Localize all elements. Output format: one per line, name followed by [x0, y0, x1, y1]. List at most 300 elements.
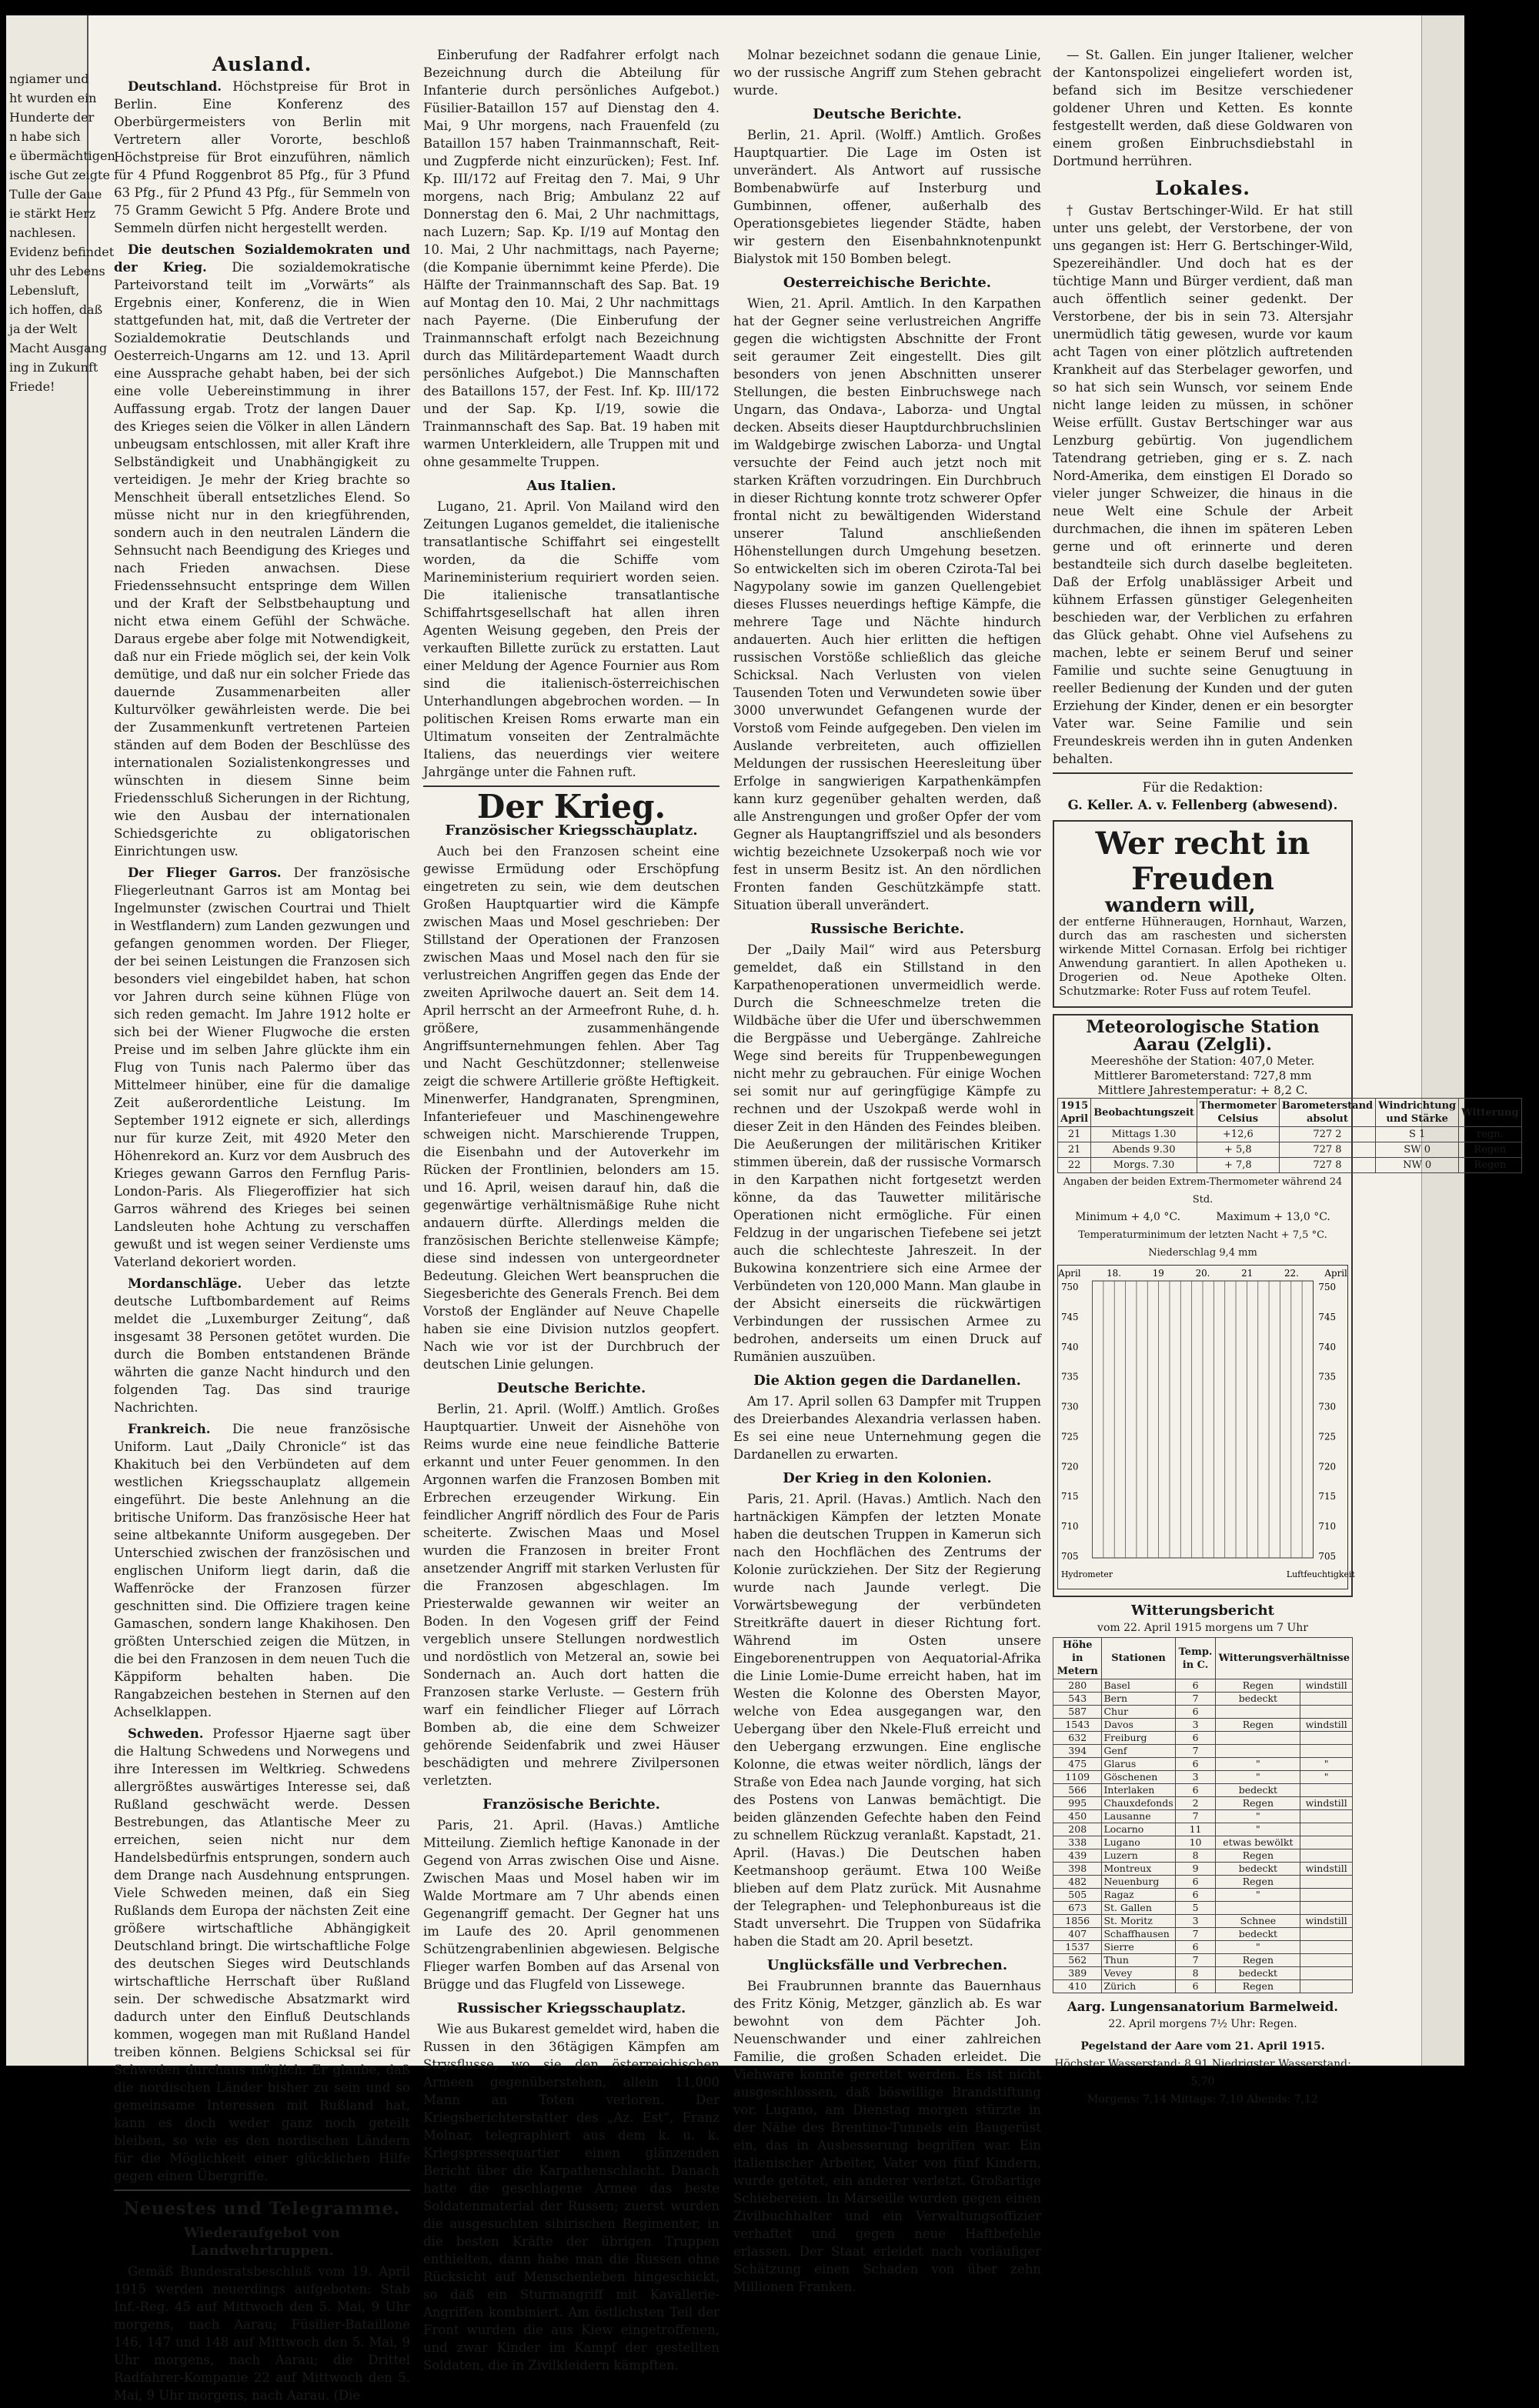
witterung-cell: 450 — [1053, 1810, 1102, 1823]
witterung-cell: Bern — [1102, 1693, 1175, 1706]
witterung-cell — [1300, 1823, 1353, 1836]
witterung-cell: Regen — [1216, 1980, 1300, 1993]
meteo-title: Meteorologische Station Aarau (Zelgli). — [1086, 1017, 1320, 1055]
meteo-line: Meereshöhe der Station: 407,0 Meter. — [1090, 1054, 1315, 1068]
witterung-cell: 562 — [1053, 1954, 1102, 1967]
prev-page-line: ische Gut zeigte — [9, 168, 110, 182]
article-paragraph — [114, 1275, 410, 1416]
article-paragraph — [114, 864, 410, 1271]
baro-scale-label: 730 — [1318, 1401, 1337, 1412]
witterung-cell: " — [1216, 1758, 1300, 1771]
witterung-cell: 632 — [1053, 1732, 1102, 1745]
baro-day-label: April — [1058, 1267, 1081, 1279]
article-text: Der „Daily Mail“ wird aus Petersburg gemeldet, daß ein Stillstand in den Karpathenoperationen unvermeidlich werde. Durch die Schneeschmelze treten die Wildbäche über die Ufer und überschwemmen die Bergpässe und Uebergänge. Zahlreiche Wege sind bereits für Truppenbewegungen nicht mehr zu gebrauchen. Für einige Wochen sei somit nur auf geringfügige Kämpfe zu rechnen und der Uszokpaß werde wohl in dieser Zeit in den Händen des Feindes bleiben. Die Aeußerungen der militärischen Kritiker stimmen überein, daß der russische Vormarsch in den Karpathen nicht fortgesetzt werden könne, da das Tauwetter militärische Operationen nicht ermögliche. Für einen Feldzug in der ungarischen Tiefebene sei jetzt auch die schlechteste Jahreszeit. In der Bukowina konzentriere sich eine Armee der Verbündeten von 120,000 Mann. Man glaube in der Absicht einerseits die rückwärtigen Verbindungen der russischen Armee zu bedrohen, anderseits um einen Druck auf Rumänien auszuüben. — [733, 942, 1041, 1364]
meteo-cell: Regen — [1459, 1158, 1521, 1173]
prev-page-line: Lebensluft, — [9, 283, 80, 298]
witterung-title: Witterungsbericht — [1131, 1603, 1274, 1619]
witterung-row — [1053, 1941, 1353, 1954]
article-paragraph — [114, 1420, 410, 1721]
witterung-cell: Chur — [1102, 1706, 1175, 1719]
sanatorium-text: 22. April morgens 7½ Uhr: Regen. — [1108, 2018, 1297, 2030]
witterung-row — [1053, 1915, 1353, 1928]
baro-scale-label: 720 — [1060, 1461, 1079, 1472]
witterung-cell: 587 — [1053, 1706, 1102, 1719]
witterung-cell: Interlaken — [1102, 1784, 1175, 1797]
witterung-cell: 1537 — [1053, 1941, 1102, 1954]
meteo-station-box — [1053, 1014, 1519, 1597]
witterung-row — [1053, 1693, 1353, 1706]
witterung-row — [1053, 1797, 1353, 1810]
article-text: Am 17. April sollen 63 Dampfer mit Truppen des Dreierbandes Alexandria verlassen haben. Es sei eine neue Unternehmung gegen die Dardanellen zu erwarten. — [733, 1394, 1041, 1462]
witterung-row — [1053, 1863, 1353, 1876]
baro-scale-label: 710 — [1060, 1521, 1079, 1533]
witterung-cell: " — [1300, 1771, 1353, 1784]
witterung-row — [1053, 1849, 1353, 1863]
advertisement-cornasan — [1053, 820, 1353, 1008]
meteo-cell: 727 8 — [1279, 1158, 1375, 1173]
article-title: Der Flieger Garros. — [128, 865, 282, 880]
witterung-row — [1053, 1980, 1353, 1993]
witterung-cell: " — [1300, 1758, 1353, 1771]
baro-day-label: 21 — [1241, 1267, 1254, 1279]
witterung-cell: Lugano — [1102, 1836, 1175, 1849]
sanatorium-title: Aarg. Lungensanatorium Barmelweid. — [1067, 1999, 1339, 2014]
witterung-cell: bedeckt — [1216, 1863, 1300, 1876]
witterung-cell: 280 — [1053, 1679, 1102, 1693]
meteo-header: Thermometer Celsius — [1197, 1099, 1279, 1127]
prev-page-line: ht wurden ein — [9, 91, 97, 105]
meteo-cell: 727 8 — [1279, 1142, 1375, 1158]
witterung-cell — [1300, 1810, 1353, 1823]
section-heading-neuestes: Neuestes und Telegramme. — [123, 2199, 401, 2219]
witterung-cell: bedeckt — [1216, 1784, 1300, 1797]
subheading-franz: Französischer Kriegsschauplatz. — [445, 822, 698, 839]
prev-page-line: n habe sich — [9, 129, 81, 144]
witterung-cell — [1300, 1784, 1353, 1797]
witterung-row — [1053, 1823, 1353, 1836]
pegel-title: Pegelstand der Aare vom 21. April 1915. — [1080, 2040, 1325, 2053]
article-text: Berlin, 21. April. (Wolff.) Amtlich. Großes Hauptquartier. Unweit der Aisnehöhe von Reims wurde eine neue feindliche Batterie erkannt und unter Feuer genommen. In den Argonnen warfen die Franzosen Bomben mit Erbrechen erzeugender Wirkung. Ein feindlicher Angriff nördlich des Four de Paris scheiterte. Zwischen Maas und Mosel wurden die Franzosen in breiter Front ansetzender Angriff mit starken Verlusten für die Franzosen abgeschlagen. Im Priesterwalde gewannen wir weiter an Boden. In den Vogesen griff der Feind vergeblich unsere Stellungen nordwestlich und nordöstlich von Metzeral an, sowie bei Sondernach an. Auch dort hatten die Franzosen starke Verluste. — Gestern früh warf ein feindlicher Flieger auf Lörrach Bomben ab, die eine dem Schweizer gehörende Seidenfabrik und zwei Häuser beschädigten und mehrere Zivilpersonen verletzten. — [423, 1402, 719, 1788]
witterung-cell: 543 — [1053, 1693, 1102, 1706]
meteo-cell: NW 0 — [1376, 1158, 1459, 1173]
column-lokales — [1053, 46, 1519, 2109]
witterung-cell: 995 — [1053, 1797, 1102, 1810]
pegel-block — [1053, 2038, 1353, 2109]
article-text: Berlin, 21. April. (Wolff.) Amtlich. Großes Hauptquartier. Die Lage im Osten ist unverändert. Als Antwort auf russische Bombenabwürfe auf Insterburg und Gumbinnen, offener, außerhalb des Operationsgebietes liegender Städte, haben wir gestern den Eisenbahnknotenpunkt Bialystok mit 150 Bomben belegt. — [733, 128, 1041, 266]
witterung-cell — [1216, 1745, 1300, 1758]
witterung-cell: 1109 — [1053, 1771, 1102, 1784]
witterung-cell: 1543 — [1053, 1719, 1102, 1732]
column-ausland — [114, 46, 410, 2408]
witterung-cell: 6 — [1175, 1980, 1216, 1993]
subheading-kolonien: Der Krieg in den Kolonien. — [783, 1470, 992, 1486]
witterung-cell — [1300, 1902, 1353, 1915]
witterung-row — [1053, 1954, 1353, 1967]
meteo-cell: +12,6 — [1197, 1127, 1279, 1142]
article-paragraph — [114, 241, 410, 860]
meteo-cell: + 7,8 — [1197, 1158, 1279, 1173]
headline-krieg: Der Krieg. — [476, 788, 666, 825]
meteo-cell: Abends 9.30 — [1091, 1142, 1197, 1158]
article-text: Wien, 21. April. Amtlich. In den Karpathen hat der Gegner seine verlustreichen Angriffe gegen die wichtigsten Abschnitte der Front seit geraumer Zeit eingestellt. Dies gilt besonders von jenen Abschnitten unserer Stellungen, die besten Einbruchswege nach Ungarn, das Ondava-, Laborza- und Ungtal decken. Abseits dieser Hauptdurchbruchslinien im Waldgebirge zwischen Laborza- und Ungtal versuchte der Feind auch jetzt noch mit starken Kräften vorzudringen. Ein Durchbruch in dieser Richtung konnte trotz schwerer Opfer frontal nicht zu bewältigenden Widerstand unserer Talund anschließenden Höhenstellungen durch Umgehung besetzen. So entwickelten sich im oberen Czirota-Tal bei Nagypolany sowie im ganzen Quellengebiet dieses Flusses neuerdings heftige Kämpfe, die mehrere Tage und Nächte hindurch andauerten. Auch hier erlitten die heftigen russischen Vorstöße schließlich das gleiche Schicksal. Nach Verlusten von vielen Tausenden Toten und Verwundeten sowie über 3000 unverwundet Gefangenen wurde der Vorstoß vom Feinde aufgegeben. Den vielen im Auslande verbreiteten, auch offiziellen Meldungen der russischen Heeresleitung über Erfolge in sangwierigen Karpathenkämpfen kann kurz gegenüber gehalten werden, daß alle Anstrengungen und großer Opfer der vom Gegner als Hauptangriffsziel und als besonders wichtig bezeichnete Uzsokerpaß noch wie vor fest in unserm Besitz ist. An den nördlichen Fronten fanden Geschützkämpfe statt. Situation überall unverändert. — [733, 296, 1041, 912]
meteo-row — [1058, 1127, 1522, 1142]
barograph-chart — [1058, 1266, 1355, 1589]
article-text: — St. Gallen. Ein junger Italiener, welcher der Kantonspolizei eingeliefert worden ist, befand sich im Besitze verschiedener goldener Uhren und Ketten. Es konnte festgestellt werden, daß diese Goldwaren von einem großen Einbruchsdiebstahl in Dortmund herrühren. — [1053, 48, 1353, 168]
meteo-cell: Mittags 1.30 — [1091, 1127, 1197, 1142]
article-paragraph — [114, 78, 410, 237]
witterung-cell: " — [1216, 1771, 1300, 1784]
column-berichte — [733, 46, 1041, 2300]
subheading-oesterr: Oesterreichische Berichte. — [783, 275, 992, 291]
witterung-row — [1053, 1771, 1353, 1784]
subheading-ungluecks: Unglücksfälle und Verbrechen. — [766, 1957, 1008, 1973]
witterung-sub: vom 22. April 1915 morgens um 7 Uhr — [1097, 1622, 1308, 1634]
meteo-table — [1057, 1098, 1522, 1173]
witterung-cell: windstill — [1300, 1719, 1353, 1732]
witterung-cell: Regen — [1216, 1797, 1300, 1810]
meteo-row — [1058, 1158, 1522, 1173]
article-text: Auch bei den Franzosen scheint eine gewisse Ermüdung oder Erschöpfung eingetreten zu sein, wie dem deutschen Großen Hauptquartier wird die Kämpfe zwischen Maas und Mosel geschrieben: Der Stillstand der Operationen der Franzosen zwischen Maas und Mosel nach den für sie verlustreichen Angriffen gegen das Ende der zweiten Aprilwoche dauert an. Seit dem 14. April herrscht an der Armeefront Ruhe, d. h. größere, zusammenhängende Angriffsunternehmungen fehlen. Aber Tag und Nacht Geschützdonner; stellenweise zeigt die schwere Artillerie größte Heftigkeit. Minenwerfer, Handgranaten, Sprengminen, Infanteriefeuer und Maschinengewehre schweigen nicht. Marschierende Truppen, die Eisenbahn und der Autoverkehr im Rücken der Frontlinien, belonders am 15. und 16. April, weisen darauf hin, daß die gegenwärtige verhältnismäßige Ruhe nicht andauern dürfte. Allerdings melden die französischen Berichte stellenweise Kämpfe; diese sind indessen von untergeordneter Bedeutung. Gleichen Wert beanspruchen die Siegesberichte des Generals French. Bei dem Vorstoß der Engländer auf Neuve Chapelle haben sie eine Division nutzlos geopfert. Nach wie vor ist der Durchbruch der deutschen Linie gelungen. — [423, 844, 719, 1372]
witterung-cell: 394 — [1053, 1745, 1102, 1758]
witterung-cell — [1300, 1876, 1353, 1889]
subheading-russ: Russische Berichte. — [810, 921, 965, 937]
witterung-row — [1053, 1758, 1353, 1771]
witterung-cell: 566 — [1053, 1784, 1102, 1797]
witterung-row — [1053, 1876, 1353, 1889]
witterung-cell: 6 — [1175, 1876, 1216, 1889]
witterung-row — [1053, 1706, 1353, 1719]
witterung-row — [1053, 1810, 1353, 1823]
prev-page-line: nachlesen. — [9, 225, 76, 240]
prev-page-line: ie stärkt Herz — [9, 206, 96, 221]
ausland-sections — [114, 78, 410, 2185]
baro-day-label: 22. — [1284, 1267, 1299, 1279]
witterung-cell — [1300, 1889, 1353, 1902]
witterung-row — [1053, 1745, 1353, 1758]
witterung-cell: Luzern — [1102, 1849, 1175, 1863]
witterung-cell: Zürich — [1102, 1980, 1175, 1993]
hydrometer-label: Hydrometer — [1060, 1569, 1113, 1580]
article-text: Bei Fraubrunnen brannte das Bauernhaus des Fritz König, Metzger, gänzlich ab. Es war bewohnt von dem Pächter Joh. Neuenschwander und einer zahlreichen Familie, die großen Schaden erleidet. Die Viehware konnte gerettet werden. Es ist nicht ausgeschlossen, daß böswillige Brandstiftung vor. Lugano, am Dienstag morgen stürzte in der Nähe des Brentino-Tunnels ein Baugerüst ein, das in Ausbesserung begriffen war. Ein italienischer Arbeiter, Vater von fünf Kindern, wurde getötet, ein anderer verletzt. Großartige Schiebereien. In Marseille wurden gegen einen Zivilbuchhalter und ein Verwaltungsoffizier verhaftet und gegen neue Haftbefehle erlassen. Der Staat erleidet nach vorläufiger Schätzung einen Schaden von über zehn Millionen Franken. — [733, 1979, 1041, 2294]
article-paragraph — [114, 1725, 410, 2185]
redaktion-label: Für die Redaktion: — [1142, 780, 1264, 795]
meteo-cell: + 5,8 — [1197, 1142, 1279, 1158]
witterung-block — [1053, 1602, 1353, 1637]
witterung-row — [1053, 1679, 1353, 1693]
witterung-cell — [1300, 1706, 1353, 1719]
column-krieg — [423, 46, 719, 2378]
article-title: Die deutschen Sozialdemokraten und der Krieg. — [114, 242, 410, 275]
prev-page-line: ing in Zukunft — [9, 360, 98, 375]
section-heading-ausland: Ausland. — [212, 53, 312, 75]
witterung-header: Höhe in Metern — [1053, 1638, 1102, 1679]
witterung-cell: 3 — [1175, 1915, 1216, 1928]
witterung-cell — [1300, 1745, 1353, 1758]
witterung-cell — [1216, 1732, 1300, 1745]
baro-scale-label: 740 — [1318, 1341, 1337, 1352]
witterung-row — [1053, 1784, 1353, 1797]
witterung-cell: 407 — [1053, 1928, 1102, 1941]
article-text: Lugano, 21. April. Von Mailand wird den Zeitungen Luganos gemeldet, die italienische transatlantische Schiffahrt sei eingestellt worden, da die Schiffe vom Marineministerium requiriert worden seien. Die italienische transatlantische Schiffahrtsgesellschaft hat allen ihren Agenten Weisung gegeben, den Preis der verkauften Billette zurück zu erstatten. Laut einer Meldung der Agence Fournier aus Rom sind die italienisch-österreichischen Unterhandlungen abgebrochen worden. — In politischen Kreisen Roms erwarte man ein Ultimatum vonseiten der Zentralmächte Italiens, das neuerdings vier weitere Jahrgänge unter die Fahnen ruft. — [423, 499, 719, 779]
witterung-cell: 6 — [1175, 1706, 1216, 1719]
meteo-header: Beobachtungszeit — [1091, 1099, 1197, 1127]
baro-scale-label: 715 — [1318, 1491, 1337, 1502]
article-text: Wie aus Bukarest gemeldet wird, haben die Russen in den 36tägigen Kämpfen am Strysflusse, wo sie den österreichischen Armeen gegenüberstehen, allein 11,000 Mann an Toten verloren. Der Kriegsberichterstatter des „Az. Est“, Franz Molnar, telegraphiert aus dem k. u. k. Kriegspressequartier einen glänzenden Bericht über die Karpathenschlacht. Danach hatte die geschlagene Armee das beste Soldatenmaterial der Russen; zuerst wurden die ausgesuchten sibirischen Regimenter, in die besten Kräfte der übrigen Truppen enthielten, dann habe man die Russen ohne Rücksicht auf Menschenleben hingeschickt, so daß ein Sturmangriff mit Kavallerie-Angriffen kombiniert. Am östlichsten Teil der Front wurden die aus Kiew eingetroffenen, und zwar Kinder im Kampf der gestellten Soldaten, die in Zivilkleidern kämpften. — [423, 2022, 719, 2373]
ad-subtitle: wandern will, — [1105, 894, 1256, 917]
subheading-franzber: Französische Berichte. — [482, 1796, 660, 1813]
baro-scale-label: 720 — [1318, 1461, 1337, 1472]
meteo-minimum: Minimum + 4,0 °C. — [1075, 1211, 1181, 1223]
pegel-line: Höchster Wasserstand: 8,91 Niedrigster Wasserstand: 5,70 — [1054, 2058, 1351, 2088]
witterung-cell: windstill — [1300, 1797, 1353, 1810]
prev-page-line: ich hoffen, daß — [9, 302, 103, 317]
witterung-cell: 3 — [1175, 1771, 1216, 1784]
witterung-cell: Regen — [1216, 1876, 1300, 1889]
baro-scale-label: 740 — [1060, 1341, 1079, 1352]
witterung-cell: 6 — [1175, 1784, 1216, 1797]
witterung-cell: 2 — [1175, 1797, 1216, 1810]
meteo-maximum: Maximum + 13,0 °C. — [1216, 1211, 1330, 1223]
witterung-cell: Regen — [1216, 1954, 1300, 1967]
witterung-cell: Schaffhausen — [1102, 1928, 1175, 1941]
witterung-cell: " — [1216, 1823, 1300, 1836]
witterung-cell: 5 — [1175, 1902, 1216, 1915]
witterung-cell: 6 — [1175, 1679, 1216, 1693]
ad-title: Wer recht in Freuden — [1095, 825, 1310, 897]
meteo-cell: Regen — [1459, 1142, 1521, 1158]
witterung-cell: 6 — [1175, 1941, 1216, 1954]
newspaper-page — [6, 15, 1519, 2403]
meteo-note: Angaben der beiden Extrem-Thermometer während 24 Std. — [1063, 1176, 1343, 1206]
meteo-cell: SW 0 — [1376, 1142, 1459, 1158]
pegel-line: Morgens: 7,14 Mittags: 7,10 Abends: 7,12 — [1087, 2093, 1318, 2106]
article-title: Deutschland. — [128, 79, 222, 94]
witterung-cell: Glarus — [1102, 1758, 1175, 1771]
witterung-cell: Davos — [1102, 1719, 1175, 1732]
witterung-cell: 7 — [1175, 1745, 1216, 1758]
witterung-row — [1053, 1967, 1353, 1980]
page-edge — [1421, 15, 1464, 2066]
witterung-cell: " — [1216, 1941, 1300, 1954]
witterung-cell: 439 — [1053, 1849, 1102, 1863]
witterung-cell: windstill — [1300, 1915, 1353, 1928]
witterung-cell: windstill — [1300, 1679, 1353, 1693]
meteo-cell: S 1 — [1376, 1127, 1459, 1142]
prev-page-line: Friede! — [9, 379, 55, 394]
luftfeuchtigkeit-label: Luftfeuchtigkeit — [1286, 1569, 1355, 1580]
baro-scale-label: 725 — [1318, 1431, 1337, 1442]
witterung-cell: 8 — [1175, 1967, 1216, 1980]
meteo-night: Temperaturminimum der letzten Nacht + 7,5 °C. — [1078, 1229, 1327, 1241]
baro-day-label: April — [1324, 1267, 1347, 1279]
section-heading-lokales: Lokales. — [1155, 177, 1250, 199]
witterung-cell: " — [1216, 1889, 1300, 1902]
witterung-cell: Locarno — [1102, 1823, 1175, 1836]
baro-scale-label: 750 — [1318, 1281, 1337, 1293]
witterung-cell: 6 — [1175, 1758, 1216, 1771]
baro-scale-label: 745 — [1060, 1311, 1079, 1322]
article-title: Mordanschläge. — [128, 1276, 242, 1291]
witterung-cell: Freiburg — [1102, 1732, 1175, 1745]
witterung-cell: 10 — [1175, 1836, 1216, 1849]
witterung-cell: Neuenburg — [1102, 1876, 1175, 1889]
baro-scale-label: 750 — [1060, 1281, 1079, 1293]
witterung-cell — [1300, 1941, 1353, 1954]
meteo-cell: Morgs. 7.30 — [1091, 1158, 1197, 1173]
witterung-cell: bedeckt — [1216, 1928, 1300, 1941]
baro-day-label: 18. — [1107, 1267, 1121, 1279]
witterung-row — [1053, 1732, 1353, 1745]
prev-page-line: Macht Ausgang — [9, 341, 108, 355]
subheading-dardanellen: Die Aktion gegen die Dardanellen. — [753, 1372, 1021, 1389]
meteo-cell: 22 — [1058, 1158, 1091, 1173]
divider — [114, 2190, 410, 2191]
witterung-cell: 7 — [1175, 1693, 1216, 1706]
meteo-line: Mittlerer Barometerstand: 727,8 mm — [1093, 1069, 1312, 1082]
witterung-cell: 338 — [1053, 1836, 1102, 1849]
witterung-cell — [1300, 1954, 1353, 1967]
witterung-header: Witterungsverhältnisse — [1216, 1638, 1353, 1679]
subheading-deutsche: Deutsche Berichte. — [496, 1380, 646, 1396]
baro-scale-label: 705 — [1318, 1550, 1337, 1563]
witterung-cell: 208 — [1053, 1823, 1102, 1836]
witterung-cell: Göschenen — [1102, 1771, 1175, 1784]
witterung-cell: 6 — [1175, 1732, 1216, 1745]
article-text: Molnar bezeichnet sodann die genaue Linie, wo der russische Angriff zum Stehen gebracht wurde. — [733, 48, 1041, 98]
witterung-cell: 389 — [1053, 1967, 1102, 1980]
prev-page-line: e übermächtigen — [9, 148, 115, 163]
previous-page-strip — [6, 15, 115, 2066]
meteo-rain: Niederschlag 9,4 mm — [1148, 1247, 1257, 1259]
witterung-cell — [1300, 1849, 1353, 1863]
article-text: Paris, 21. April. (Havas.) Amtliche Mitteilung. Ziemlich heftige Kanonade in der Gegend von Arras zwischen Oise und Aisne. Zwischen Maas und Mosel haben wir im Walde Mortmare am 7 Uhr abends einen Gegenangriff gemacht. Der Gegner hat uns im Laufe des 20. April genommenen Schützengrabenlinien abgewiesen. Belgische Flieger warfen Bomben auf das Arsenal von Brügge und das Flugfeld von Lissewege. — [423, 1818, 719, 1992]
prev-page-line: ja der Welt — [9, 322, 78, 336]
prev-page-line: uhr des Lebens — [9, 264, 105, 278]
ad-text: der entferne Hühneraugen, Hornhaut, Warzen, durch das am raschesten und sichersten wirkende Mittel Cornasan. Erfolg bei richtiger Anwendung garantiert. In allen Apotheken u. Drogerien od. Neue Apotheke Olten. Schutzmarke: Roter Fuss auf rotem Teufel. — [1059, 915, 1347, 998]
witterung-cell: St. Moritz — [1102, 1915, 1175, 1928]
witterung-cell: Sierre — [1102, 1941, 1175, 1954]
witterung-cell: 6 — [1175, 1889, 1216, 1902]
witterung-cell: 398 — [1053, 1863, 1102, 1876]
witterung-row — [1053, 1719, 1353, 1732]
baro-scale-label: 705 — [1060, 1550, 1079, 1563]
witterung-cell: Vevey — [1102, 1967, 1175, 1980]
meteo-cell: 21 — [1058, 1127, 1091, 1142]
subheading-deutsche: Deutsche Berichte. — [813, 106, 962, 122]
article-title: Frankreich. — [128, 1422, 211, 1436]
subheading-italien: Aus Italien. — [526, 478, 616, 494]
article-text: Paris, 21. April. (Havas.) Amtlich. Nach den hartnäckigen Kämpfen der letzten Monate haben die deutschen Truppen in Kamerun sich nach den Hochflächen des Zentrums der Kolonie zurückziehen. Der Sitz der Regierung wurde nach Jaunde verlegt. Die Vorwärtsbewegung der verbündeten Streitkräfte dauert in dieser Richtung fort. Während im Osten unsere Eingeborenentruppen von Aequatorial-Afrika die Linie Lomie-Dume erreicht haben, hat im Westen die Kolonne des Obersten Mayor, welche von Edea ausgegangen war, den Uebergang über den Nkele-Fluß erreicht und den Uebergang erzwungen. Eine englische Kolonne, die etwas weiter nördlich, längs der Straße von Edea nach Jaunde vorging, hat sich des Postens von Lanwas bemächtigt. Die beiden glänzenden Gefechte haben den Feind zu schnellem Rückzug veranlaßt. Kapstadt, 21. April. (Havas.) Die Deutschen haben Keetmanshoop geräumt. Etwa 100 Weiße blieben auf dem Platz zurück. Mit Ausnahme der Telegraphen- und Telephonbureaus ist die Stadt unversehrt. Die Truppen von Südafrika haben die Stadt am 20. April besetzt. — [733, 1492, 1041, 1949]
baro-day-label: 19 — [1152, 1267, 1164, 1279]
witterung-row — [1053, 1928, 1353, 1941]
article-text: Höchstpreise für Brot in Berlin. Eine Konferenz des Oberbürgermeisters von Berlin mit Vertretern aller Vororte, beschloß Höchstpreise für Brot einzuführen, nämlich für 4 Pfund Roggenbrot 85 Pfg., für 3 Pfund 63 Pfg., für 2 Pfund 43 Pfg., für Semmeln von 75 Gramm Gewicht 5 Pfg. Andere Brote und Semmeln dürfen nicht hergestellt werden. — [114, 79, 410, 235]
prev-page-line: Hunderte der — [9, 110, 95, 125]
witterung-cell: Schnee — [1216, 1915, 1300, 1928]
barograph — [1057, 1265, 1355, 1589]
divider — [1053, 772, 1353, 774]
article-text: Die neue französische Uniform. Laut „Daily Chronicle“ ist das Khakituch bei den Verbündeten auf dem westlichen Kriegsschauplatz allgemein eingeführt. Die beste Anlehnung an die britische Uniform. Das französische Heer hat seine altbekannte Uniform ausgegeben. Der Unterschied zwischen der französischen und englischen Uniform liegt darin, daß die Waffenröcke der Franzosen fürzer geschnitten sind. Die Offiziere tragen keine Gamaschen, sondern lange Khakihosen. Den größten Unterschied zeigen die Mützen, in die bei den Franzosen in dem neuen Tuch die Käppiform behalten haben. Die Rangabzeichen bestehen in Sternen auf den Achselklappen. — [114, 1422, 410, 1719]
witterung-cell: Basel — [1102, 1679, 1175, 1693]
witterung-cell: bedeckt — [1216, 1967, 1300, 1980]
witterung-cell — [1300, 1732, 1353, 1745]
witterung-cell — [1216, 1902, 1300, 1915]
witterung-cell: Lausanne — [1102, 1810, 1175, 1823]
witterung-row — [1053, 1889, 1353, 1902]
baro-scale-label: 725 — [1060, 1431, 1079, 1442]
baro-scale-label: 735 — [1060, 1371, 1079, 1382]
meteo-header: 1915 April — [1058, 1099, 1091, 1127]
witterung-cell: " — [1216, 1810, 1300, 1823]
prev-page-line: Tulle der Gaue — [9, 187, 102, 202]
article-text: Einberufung der Radfahrer erfolgt nach Bezeichnung durch die Abteilung für Infanterie durch persönliches Aufgebot.) Füsilier-Bataillon 157 auf Dienstag den 4. Mai, 9 Uhr morgens, nach Frauenfeld (zu Bataillon 157 haben Trainmannschaft, Reit- und Zugpferde nicht einzurücken); Fest. Inf. Kp. III/172 auf Freitag den 7. Mai, 9 Uhr morgens, nach Brig; Ambulanz 22 auf Donnerstag den 6. Mai, 2 Uhr nachmittags, nach Luzern; Sap. Kp. I/19 auf Montag den 10. Mai, 2 Uhr nachmittags, nach Payerne; (die Kompanie übernimmt keine Pferde). Die Hälfte der Trainmannschaft des Sap. Bat. 19 auf Montag den 10. Mai, 2 Uhr nachmittags nach Payerne. (Die Einberufung der Trainmannschaft erfolgt nach Bezeichnung durch das Militärdepartement Waadt durch persönliches Aufgebot.) Die Mannschaften des Bataillons 157, der Fest. Inf. Kp. III/172 und der Sap. Kp. I/19, sowie die Trainmannschaft des Sap. Bat. 19 haben mit warmen Unterkleidern, alle Truppen mit und ohne gesammelte Truppen. — [423, 48, 719, 469]
subheading-russ: Russischer Kriegsschauplatz. — [456, 2000, 686, 2016]
redaktion-names: G. Keller. A. v. Fellenberg (abwesend). — [1067, 798, 1338, 812]
witterung-cell: Montreux — [1102, 1863, 1175, 1876]
article-text: Professor Hjaerne sagt über die Haltung Schwedens und Norwegens und ihre Interessen im Weltkrieg. Schwedens allergrößtes auswärtiges Interesse sei, daß Rußland geschwächt werde. Dessen Bestrebungen, das Atlantische Meer zu erreichen, seien nicht nur dem Handelsbedürfnis entsprungen, sondern auch dem Drange nach Ausdehnung entsprungen. Viele Schweden meinen, daß ein Sieg Rußlands dem Europa der nächsten Zeit eine größere wirtschaftliche Abhängigkeit Deutschland bringt. Die wirtschaftliche Folge des deutschen Sieges wird Deutschlands wirtschaftliche Herrschaft über Rußland sein. Der schwedische Absatzmarkt wird dadurch unter den Einfluß Deutschlands kommen, wogegen man mit Rußland Handel treiben können. Belgiens Schicksal sei für Schweden durchaus möglich. Er glaube, daß die nordischen Länder bisher zu sein und so gemeinsame Interessen mit Rußland hat, kann es doch weder ganz noch geteilt bleiben, so wie es den nordischen Ländern für die Möglichkeit einer glücklichen Hilfe gegen einen Übergriffe. — [114, 1726, 410, 2183]
witterung-cell: 505 — [1053, 1889, 1102, 1902]
article-title: Schweden. — [128, 1726, 204, 1741]
witterung-cell: 7 — [1175, 1810, 1216, 1823]
witterung-cell: windstill — [1300, 1863, 1353, 1876]
article-text: Der französische Fliegerleutnant Garros ist am Montag bei Ingelmunster (zwischen Courtrai und Thielt in Westflandern) zum Landen gezwungen und gefangen genommen worden. Der Flieger, der bei seinen Leistungen die Franzosen sich besonders viel eingebildet haben, hat schon vor Jahren durch seine kühnen Flüge von sich reden gemacht. Im Jahre 1912 holte er sich bei der Wiener Flugwoche die ersten Preise und im selben Jahre glückte ihm ein Flug von Tunis nach Palermo über das Mittelmeer hinüber, eine für die damalige Zeit außerordentliche Leistung. Im September 1912 eignete er sich, allerdings nur für kurze Zeit, mit 4920 Meter den Höhenrekord an. Kurz vor dem Ausbruch des Krieges gewann Garros den Fernflug Paris-London-Paris. Als Fliegeroffizier hat sich Garros während des Krieges bei seinen Landsleuten hohe Achtung zu verschaffen gewußt und ist wegen seiner Verdienste ums Vaterland dekoriert worden. — [114, 865, 410, 1269]
article-text: Ueber das letzte deutsche Luftbombardement auf Reims meldet die „Luxemburger Zeitung“, daß insgesamt 38 Personen getötet wurden. Die durch die Bomben entstandenen Brände währten die ganze Nacht hindurch und den folgenden Tag. Das sind traurige Nachrichten. — [114, 1276, 410, 1415]
witterung-cell: etwas bewölkt — [1216, 1836, 1300, 1849]
prev-page-line: ngiamer und — [9, 72, 89, 86]
meteo-line: Mittlere Jahrestemperatur: + 8,2 C. — [1097, 1083, 1308, 1097]
witterung-header: Stationen — [1102, 1638, 1175, 1679]
witterung-cell: Genf — [1102, 1745, 1175, 1758]
baro-scale-label: 715 — [1060, 1491, 1079, 1502]
prev-page-line: Evidenz befindet — [9, 245, 115, 259]
meteo-cell: 727 2 — [1279, 1127, 1375, 1142]
witterung-cell — [1300, 1980, 1353, 1993]
baro-day-label: 20. — [1195, 1267, 1210, 1279]
baro-scale-label: 730 — [1060, 1401, 1079, 1412]
article-text: Die sozialdemokratische Parteivorstand teilt im „Vorwärts“ als Ergebnis einer, Konferenz, die in Wien stattgefunden hat, mit, daß die Vertreter der Sozialdemokratie Deutschlands und Oesterreich-Ungarns am 12. und 13. April eine Aussprache gehabt haben, bei der sich eine volle Uebereinstimmung in ihrer Auffassung ergab. Trotz der langen Dauer des Krieges seien die Völker in allen Ländern unbeugsam entschlossen, mit aller Kraft ihre Selbständigkeit und Unabhängigkeit zu verteidigen. Je mehr der Krieg brachte so Menschheit überall entsetzliches Elend. So müsse nicht nur in den kriegführenden, sondern auch in den neutralen Ländern die Sehnsucht nach Beendigung des Krieges und nach Frieden anwachsen. Diese Friedenssehnsucht entspringe dem Willen und der Kraft der Selbstbehauptung und nicht etwa einem Gefühl der Schwäche. Daraus ergebe aber folge mit Notwendigkeit, daß nur ein Friede möglich sei, der kein Volk demütige, und daß nur ein solcher Friede das dauernde Zusammenarbeiten aller Kulturvölker gewährleisten werde. Die bei der Zusammenkunft vertretenen Parteien ständen auf dem Boden der Beschlüsse des internationalen Sozialistenkongresses und wünschten in diesem Sinne beim Friedensschluß Sicherungen in der Richtung, wie den Ausbau der internationalen Schiedsgerichte zu obligatorischen Einrichtungen usw. — [114, 260, 411, 859]
witterung-row — [1053, 1902, 1353, 1915]
witterung-cell: 3 — [1175, 1719, 1216, 1732]
meteo-header: Witterung — [1459, 1099, 1521, 1127]
redaktion-block — [1053, 779, 1353, 814]
sanatorium-block — [1053, 1998, 1353, 2033]
subheading-landwehr: Wiederaufgebot von Landwehrtruppen. — [184, 2225, 340, 2259]
article-text: † Gustav Bertschinger-Wild. Er hat still unter uns gelebt, der Verstorbene, der von uns gegangen ist: Herr G. Bertschinger-Wild, Spezereihändler. Und doch hat es der tüchtige Mann und Bürger verdient, daß man auch öffentlich seiner gedenkt. Der Verstorbene, der bis in sein 73. Altersjahr unermüdlich tätig gewesen, wurde vor kaum acht Tagen von einer plötzlich auftretenden Krankheit auf das Sterbelager geworfen, und so hat sich sein Wunsch, vor seinem Ende nicht lange leiden zu müssen, in schöner Weise erfüllt. Gustav Bertschinger war aus Lenzburg gebürtig. Von jugendlichem Tatendrang getrieben, ging er s. Z. nach Nord-Amerika, dem einstigen El Dorado so vieler junger Schweizer, die hinaus in die neue Welt eine Schule der Arbeit durchmachen, die ihnen im späteren Leben gerne und oft erinnerte und deren bestandteile sich durch daselbe begleiteten. Daß der Erfolg unablässiger Arbeit und kühnem Erfassen günstiger Gelegenheiten beschieden war, der Verblichen zu erfahren das Glück gehabt. Ohne viel Aufsehens zu machen, lebte er seinem Beruf und seiner Familie und suchte seine Genugtuung in reeller Bedienung der Kunden und der guten Erziehung der Kinder, denen er ein besorgter Vater war. Seine Familie und sein Freundeskreis werden ihn in guten Andenken behalten. — [1053, 203, 1353, 766]
witterung-cell: 11 — [1175, 1823, 1216, 1836]
witterung-cell — [1300, 1693, 1353, 1706]
witterung-header: Temp. in C. — [1175, 1638, 1216, 1679]
witterung-cell — [1300, 1928, 1353, 1941]
witterung-table — [1053, 1637, 1353, 1993]
baro-scale-label: 710 — [1318, 1521, 1337, 1533]
meteo-header: Barometerstand absolut — [1279, 1099, 1375, 1127]
witterung-cell: Thun — [1102, 1954, 1175, 1967]
witterung-cell: 7 — [1175, 1928, 1216, 1941]
meteo-row — [1058, 1142, 1522, 1158]
meteo-cell: regn. — [1459, 1127, 1521, 1142]
divider — [423, 785, 719, 787]
witterung-cell — [1300, 1967, 1353, 1980]
witterung-row — [1053, 1836, 1353, 1849]
witterung-cell: Regen — [1216, 1679, 1300, 1693]
witterung-cell: bedeckt — [1216, 1693, 1300, 1706]
witterung-cell: St. Gallen — [1102, 1902, 1175, 1915]
article-text: Gemäß Bundesratsbeschluß vom 19. April 1915 werden neuerdings aufgeboten: Stab Inf.-Reg. 45 auf Mittwoch den 5. Mai, 9 Uhr morgens, nach Aarau; Füsilier-Bataillone 146, 147 und 148 auf Mittwoch den 5. Mai, 9 Uhr morgens, nach Aarau; die Drittel Radfahrer-Kompanie 22 auf Mittwoch den 5. Mai, 9 Uhr morgens, nach Aarau. (Die — [114, 2264, 410, 2403]
witterung-cell: 482 — [1053, 1876, 1102, 1889]
witterung-cell: 410 — [1053, 1980, 1102, 1993]
witterung-cell: Regen — [1216, 1719, 1300, 1732]
witterung-cell: 673 — [1053, 1902, 1102, 1915]
witterung-cell: 1856 — [1053, 1915, 1102, 1928]
